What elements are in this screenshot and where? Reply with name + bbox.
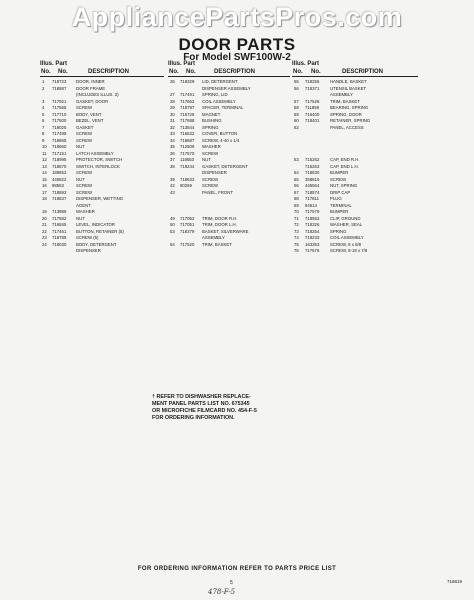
- illus-number: 70: [294, 209, 299, 214]
- part-number: 718401: [305, 118, 320, 123]
- illus-number: 33: [170, 131, 175, 136]
- part-number: 717579: [305, 209, 320, 214]
- parts-list: [168, 79, 290, 248]
- header-illus-no: No.: [169, 69, 179, 75]
- part-number: 716632: [180, 131, 195, 136]
- part-row: [292, 248, 418, 255]
- column-header: [168, 60, 290, 77]
- illus-number: 28: [170, 98, 175, 104]
- part-number: 98553: [52, 183, 64, 188]
- part-number: 717565: [52, 105, 67, 110]
- illus-number: 62: [294, 124, 299, 130]
- part-number: 718379: [180, 228, 195, 234]
- part-number: 717500: [52, 118, 67, 123]
- part-number: 358816: [305, 176, 320, 182]
- part-description: NUT: [76, 176, 85, 182]
- illus-number: 35: [170, 144, 175, 149]
- illus-number: 4: [42, 105, 45, 110]
- illus-number: 42: [170, 183, 175, 188]
- ordering-footer: FOR ORDERING INFORMATION REFER TO PARTS PRICE LIST: [137, 566, 337, 572]
- part-number: 719025: [52, 124, 67, 130]
- illus-number: 68: [294, 196, 299, 201]
- part-number: 718233: [305, 235, 320, 240]
- part-description: SCREW: [330, 176, 346, 182]
- header-illus-part: Illus. Part: [40, 61, 68, 67]
- illus-number: 63: [294, 157, 299, 162]
- watermark: AppliancePartsPros.com: [71, 2, 403, 32]
- part-number: 717570: [180, 150, 195, 156]
- part-description: WASHER: [202, 144, 221, 149]
- part-description: ASSEMBLY: [202, 235, 225, 240]
- illus-number: 10: [42, 144, 47, 149]
- illus-number: 16: [42, 183, 47, 188]
- illus-number: 66: [294, 183, 299, 188]
- part-description: MAGNET: [202, 111, 221, 117]
- illus-number: 55: [294, 79, 299, 84]
- part-number: 717582: [52, 215, 67, 221]
- illus-number: 21: [42, 222, 47, 227]
- illus-number: 20: [42, 215, 47, 221]
- part-description: TRIM, BASKET: [330, 98, 360, 104]
- part-number: 445564: [305, 183, 320, 188]
- part-number: 717051: [180, 222, 195, 227]
- header-illus-no: No.: [41, 69, 51, 75]
- part-number: 718030: [52, 241, 67, 247]
- part-number: 94614: [305, 202, 317, 208]
- part-number: 711859: [305, 105, 320, 110]
- header-rule: [168, 76, 290, 77]
- part-description: BUMPER: [330, 209, 349, 214]
- part-description: (INCLUDES ILLUS. 3): [76, 92, 119, 97]
- part-number: 189853: [52, 170, 67, 175]
- part-number: 717052: [180, 215, 195, 221]
- illus-number: 67: [294, 189, 299, 195]
- illus-number: 13: [42, 163, 47, 169]
- part-description: SCREW: [202, 183, 218, 188]
- part-description: TRIM, DOOR R.H.: [202, 215, 238, 221]
- illus-number: 71: [294, 215, 299, 221]
- part-number: 718887: [52, 85, 67, 91]
- part-row: [40, 248, 164, 255]
- illus-number: 69: [294, 202, 299, 208]
- part-description: WASHER, SEAL: [330, 222, 363, 227]
- header-part-no: No.: [58, 69, 68, 75]
- part-description: BODY, VENT: [76, 111, 102, 117]
- part-number: 717576: [305, 248, 320, 253]
- illus-number: 30: [170, 111, 175, 117]
- illus-number: 18: [42, 196, 47, 201]
- part-number: 717461: [52, 228, 67, 234]
- illus-number: 7: [42, 124, 45, 130]
- part-description: NUT: [202, 157, 211, 162]
- part-number: 163353: [305, 241, 320, 247]
- part-description: SCREW: [76, 137, 92, 143]
- part-description: SPRING: [202, 124, 219, 130]
- part-description: WASHER: [76, 209, 95, 214]
- part-description: BUMPER: [330, 170, 349, 175]
- part-number: 718553: [305, 215, 320, 221]
- part-description: BASKET, SILVERWARE: [202, 228, 249, 234]
- page-title: DOOR PARTS: [178, 35, 296, 54]
- part-number: 713889: [52, 209, 67, 214]
- parts-list: [292, 79, 418, 255]
- illus-number: 58: [294, 105, 299, 110]
- illus-number: 56: [294, 85, 299, 91]
- part-description: SPRING, DOOR: [330, 111, 362, 117]
- part-description: DISPENSER, WETTING: [76, 196, 124, 201]
- part-number: 718830: [305, 170, 320, 175]
- illus-number: 3: [42, 98, 45, 104]
- part-number: 718670: [52, 163, 67, 169]
- header-description: DESCRIPTION: [342, 69, 384, 75]
- note-line: OR MICROFICHE FILMCARD NO. 454-F-5: [152, 408, 257, 414]
- part-number: 718789: [52, 235, 67, 240]
- header-rule: [40, 76, 164, 77]
- illus-number: 23: [42, 235, 47, 240]
- illus-number: 19: [42, 209, 47, 214]
- part-number: 712509: [180, 144, 195, 149]
- document-code: 718819: [447, 579, 463, 584]
- part-description: TERMINAL: [330, 202, 352, 208]
- part-description: COVER, BUTTON: [202, 131, 238, 136]
- part-description: LATCH ASSEMBLY: [76, 150, 114, 156]
- part-number: 445822: [52, 176, 67, 182]
- part-number: 717528: [305, 98, 320, 104]
- part-description: BUTTON, RETAINER (5): [76, 228, 124, 234]
- part-description: PROTECTOR, SWITCH: [76, 157, 123, 162]
- part-number: 718574: [305, 189, 320, 195]
- illus-number: 76: [294, 248, 299, 253]
- part-description: CAP, END L.H.: [330, 163, 359, 169]
- part-description: SCREW: [76, 183, 92, 188]
- illus-number: 26: [170, 79, 175, 84]
- illus-number: 8: [42, 131, 45, 136]
- part-number: 717710: [52, 111, 67, 117]
- part-description: COIL ASSEMBLY: [330, 235, 364, 240]
- part-number: 118653: [180, 157, 195, 162]
- part-description: CLIP, GROUND: [330, 215, 361, 221]
- part-description: SPACER, TERMINAL: [202, 105, 244, 110]
- part-number: 718254: [305, 228, 320, 234]
- illus-number: 27: [170, 92, 175, 97]
- part-description: NUT: [76, 215, 85, 221]
- part-description: GASKET: [76, 124, 94, 130]
- illus-number: 9: [42, 137, 45, 143]
- part-number: 716845: [52, 222, 67, 227]
- part-description: TRIM, BASKET: [202, 241, 232, 247]
- part-description: LEVEL, INDICATOR: [76, 222, 116, 227]
- part-description: SCREW: [76, 189, 92, 195]
- part-description: SPRING, LID: [202, 92, 228, 97]
- part-number: 717491: [180, 92, 195, 97]
- part-description: SCREW: [76, 131, 92, 136]
- handwritten-annotation: 478-F-5: [208, 588, 236, 596]
- part-description: PANEL, ACCESS: [330, 124, 364, 130]
- part-description: PLUG: [330, 196, 342, 201]
- illus-number: 54: [170, 241, 175, 247]
- illus-number: 22: [42, 228, 47, 234]
- part-number: 717520: [180, 241, 195, 247]
- illus-number: 36: [170, 150, 175, 156]
- part-description: SCREW: [202, 176, 218, 182]
- part-description: UTENSIL BASKET: [330, 85, 367, 91]
- part-number: 716400: [305, 111, 320, 117]
- note-line: MENT PANEL PARTS LIST NO. 675345: [152, 401, 250, 407]
- part-number: 717151: [52, 150, 67, 156]
- parts-list: [40, 79, 164, 255]
- part-description: DOOR FRAME: [76, 85, 106, 91]
- illus-number: 65: [294, 176, 299, 182]
- part-number: 718995: [52, 157, 67, 162]
- part-description: NUT, SPRING: [330, 183, 358, 188]
- illus-number: 5: [42, 111, 45, 117]
- illus-number: 37: [170, 157, 175, 162]
- part-description: HANDLE, BASKET: [330, 79, 367, 84]
- part-description: DOOR, INNER: [76, 79, 105, 84]
- parts-column-3: [292, 60, 418, 255]
- part-description: DISPENSER ASSEMBLY: [202, 85, 251, 91]
- page-number: 5: [230, 580, 233, 586]
- illus-number: 15: [42, 176, 47, 182]
- header-part-no: No.: [186, 69, 196, 75]
- illus-number: 60: [294, 118, 299, 123]
- part-row: [168, 242, 290, 249]
- illus-number: 2: [42, 85, 45, 91]
- part-number: 718633: [180, 176, 195, 182]
- illus-number: 34: [170, 137, 175, 143]
- parts-column-1: [40, 60, 164, 255]
- part-number: 717688: [180, 118, 195, 123]
- part-description: DRIP CAP: [330, 189, 351, 195]
- part-description: BODY, DETERGENT: [76, 241, 117, 247]
- part-number: 718244: [180, 163, 195, 169]
- illus-number: 29: [170, 105, 175, 110]
- part-number: 718256: [305, 79, 320, 84]
- parts-column-2: [168, 60, 290, 248]
- illus-number: 11: [42, 150, 47, 156]
- part-description: AGENT: [76, 202, 91, 208]
- header-illus-part: Illus. Part: [292, 61, 320, 67]
- illus-number: 73: [294, 228, 299, 234]
- part-number: 90269: [180, 183, 192, 188]
- part-number: 718893: [52, 189, 67, 195]
- part-description: ASSEMBLY: [330, 92, 353, 97]
- illus-number: 50: [170, 222, 175, 227]
- part-description: TRIM, DOOR L.H.: [202, 222, 237, 227]
- part-number: 718329: [180, 79, 195, 84]
- column-header: [292, 60, 418, 77]
- illus-number: 32: [170, 124, 175, 130]
- illus-number: 14: [42, 170, 47, 175]
- part-description: BUSHING: [202, 118, 222, 123]
- illus-number: 24: [42, 241, 47, 247]
- part-description: COIL ASSEMBLY: [202, 98, 236, 104]
- illus-number: 53: [170, 228, 175, 234]
- header-rule: [292, 76, 418, 77]
- part-number: 715726: [180, 111, 195, 117]
- header-description: DESCRIPTION: [88, 69, 130, 75]
- part-description: SCREW: [76, 105, 92, 110]
- part-description: BEZEL, VENT: [76, 118, 104, 123]
- part-description: PANEL, FRONT: [202, 189, 233, 195]
- part-description: CAP, END R.H.: [330, 157, 360, 162]
- part-description: SCREW, 4-40 x 1/4: [202, 137, 240, 143]
- part-number: 718837: [52, 196, 67, 201]
- part-description: BEARING, SPRING: [330, 105, 369, 110]
- panel-reference-note: [152, 394, 322, 422]
- note-line: † REFER TO DISHWASHER REPLACE-: [152, 394, 251, 400]
- part-number: 718723: [52, 79, 67, 84]
- part-description: SCREW: [76, 170, 92, 175]
- part-description: SWITCH, INTERLOCK: [76, 163, 120, 169]
- part-description: SPRING: [330, 228, 347, 234]
- illus-number: 57: [294, 98, 299, 104]
- part-number: 717811: [305, 196, 320, 201]
- illus-number: 59: [294, 111, 299, 117]
- illus-number: 12: [42, 157, 47, 162]
- illus-number: 72: [294, 222, 299, 227]
- part-number: 718687: [180, 137, 195, 143]
- part-number: 718326: [305, 222, 320, 227]
- header-illus-no: No.: [293, 69, 303, 75]
- part-number: 717662: [180, 98, 195, 104]
- part-description: GASKET, DETERGENT: [202, 163, 248, 169]
- part-number: 715263: [305, 163, 320, 169]
- part-number: 713844: [180, 124, 195, 130]
- part-number: 718371: [305, 85, 320, 91]
- illus-number: 39: [170, 176, 175, 182]
- illus-number: 31: [170, 118, 175, 123]
- part-number: 718865: [52, 137, 67, 143]
- illus-number: 75: [294, 241, 299, 247]
- illus-number: 6: [42, 118, 45, 123]
- illus-number: 74: [294, 235, 299, 240]
- illus-number: 49: [170, 215, 175, 221]
- part-description: SCREW, 8 x 5/8: [330, 241, 362, 247]
- part-number: 717921: [52, 98, 67, 104]
- illus-number: 38: [170, 163, 175, 169]
- part-description: RETAINER, SPRING: [330, 118, 371, 123]
- part-number: 718797: [180, 105, 195, 110]
- header-part-no: No.: [311, 69, 321, 75]
- note-line: FOR ORDERING INFORMATION.: [152, 415, 235, 421]
- model-subtitle: For Model SWF100W-2: [183, 52, 291, 63]
- illus-number: 1: [42, 79, 45, 84]
- illus-number: 43: [170, 189, 175, 195]
- header-illus-part: Illus. Part: [168, 61, 196, 67]
- part-number: 717499: [52, 131, 67, 136]
- part-number: 715262: [305, 157, 320, 162]
- illus-number: 17: [42, 189, 47, 195]
- part-description: SCREW, 8-18 x 7/8: [330, 248, 368, 253]
- illus-number: 64: [294, 170, 299, 175]
- part-description: DISPENSER: [76, 248, 101, 253]
- part-description: DISPENSER: [202, 170, 227, 175]
- part-description: SCREW: [202, 150, 218, 156]
- part-description: NUT: [76, 144, 85, 149]
- header-description: DESCRIPTION: [214, 69, 256, 75]
- part-description: GASKET, DOOR: [76, 98, 109, 104]
- part-number: 718660: [52, 144, 67, 149]
- part-description: SCREW (5): [76, 235, 99, 240]
- column-header: [40, 60, 164, 77]
- part-description: LID, DETERGENT: [202, 79, 238, 84]
